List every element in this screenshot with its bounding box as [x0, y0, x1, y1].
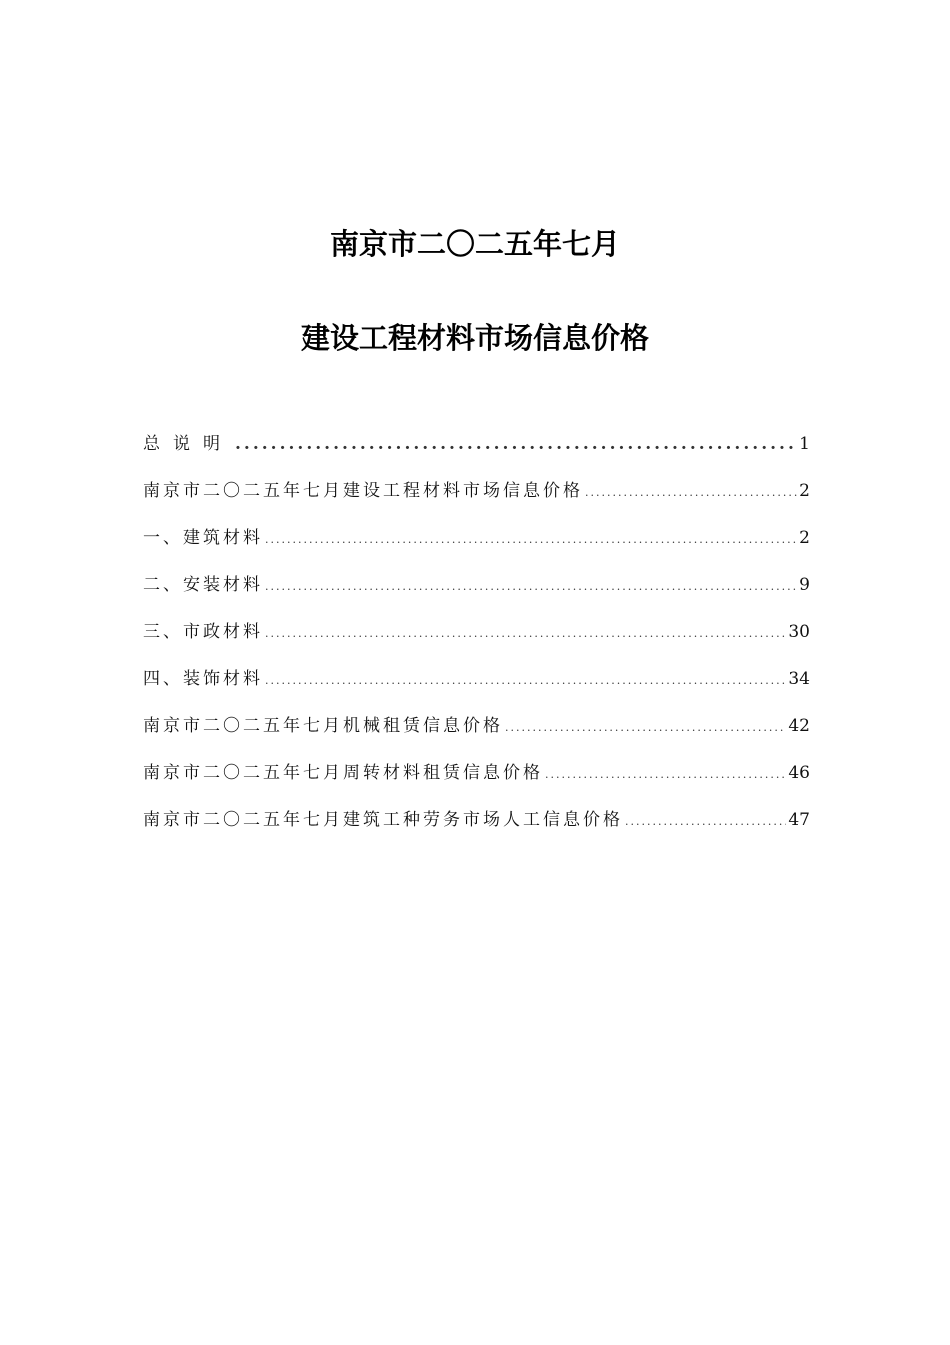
toc-entry-decoration-materials[interactable]: [143, 667, 810, 714]
toc-entry-machinery-rental[interactable]: [143, 714, 810, 761]
toc-entry-page: 34: [788, 669, 810, 689]
toc-leader-dots: [265, 528, 797, 552]
toc-entry-material-prices[interactable]: [143, 479, 810, 526]
document-title-line-1: 南京市二〇二五年七月: [329, 227, 620, 261]
toc-leader-dots: [265, 622, 786, 646]
toc-entry-page: 2: [799, 481, 810, 501]
toc-entry-installation-materials[interactable]: [143, 573, 810, 620]
toc-entry-municipal-materials[interactable]: [143, 620, 810, 667]
toc-entry-building-materials[interactable]: [143, 526, 810, 573]
toc-leader-dots: [235, 432, 797, 456]
toc-leader-dots: [585, 481, 797, 505]
toc-entry-general-notes[interactable]: [143, 432, 810, 479]
toc-entry-page: 30: [788, 622, 810, 642]
toc-entry-label: 二、安装材料: [143, 575, 263, 595]
toc-entry-label: 总说明: [143, 434, 233, 454]
toc-leader-dots: [545, 763, 786, 787]
toc-entry-label: 南京市二〇二五年七月建设工程材料市场信息价格: [143, 481, 583, 501]
toc-entry-page: 42: [788, 716, 810, 736]
toc-entry-page: 9: [799, 575, 810, 595]
toc-entry-page: 46: [788, 763, 810, 783]
toc-entry-labor-prices[interactable]: [143, 808, 810, 855]
table-of-contents: [143, 432, 810, 855]
document-title-line-2: 建设工程材料市场信息价格: [300, 321, 649, 355]
toc-leader-dots: [625, 810, 786, 834]
toc-entry-page: 1: [799, 434, 810, 454]
toc-leader-dots: [265, 575, 797, 599]
toc-entry-label: 南京市二〇二五年七月建筑工种劳务市场人工信息价格: [143, 810, 623, 830]
toc-entry-label: 四、装饰材料: [143, 669, 263, 689]
toc-entry-label: 三、市政材料: [143, 622, 263, 642]
toc-leader-dots: [265, 669, 786, 693]
toc-leader-dots: [505, 716, 786, 740]
toc-entry-page: 2: [799, 528, 810, 548]
toc-entry-turnover-materials-rental[interactable]: [143, 761, 810, 808]
toc-entry-label: 南京市二〇二五年七月机械租赁信息价格: [143, 716, 503, 736]
toc-entry-label: 南京市二〇二五年七月周转材料租赁信息价格: [143, 763, 543, 783]
toc-entry-label: 一、建筑材料: [143, 528, 263, 548]
toc-entry-page: 47: [788, 810, 810, 830]
